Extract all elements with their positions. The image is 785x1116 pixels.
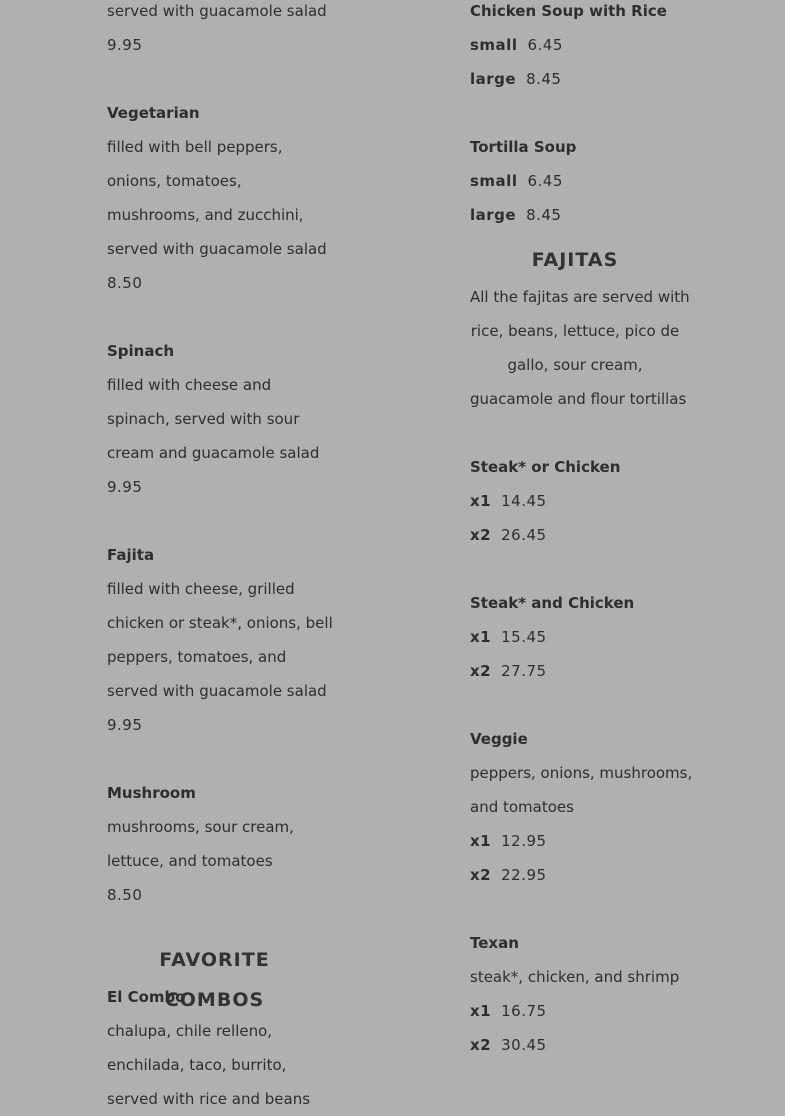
- desc-line: filled with bell peppers,: [107, 138, 283, 156]
- item-price: 8.50: [107, 274, 143, 292]
- desc-line: filled with cheese and: [107, 376, 272, 394]
- item-description: [107, 368, 322, 470]
- size-price: 16.75: [501, 1002, 547, 1020]
- item-description: [470, 960, 680, 994]
- size-price-row: [470, 28, 680, 62]
- item-name: El Combo: [107, 988, 186, 1006]
- item-name: Veggie: [470, 730, 528, 748]
- menu-item-texan: [470, 926, 680, 1062]
- size-label: x1: [470, 1002, 492, 1020]
- menu-item-steak-and-chicken: [470, 586, 680, 688]
- desc-line: chalupa, chile relleno,: [107, 1022, 273, 1040]
- menu-item-fajita: [107, 538, 333, 742]
- item-description: [107, 130, 327, 266]
- item-price: 9.95: [107, 478, 143, 496]
- item-name: Vegetarian: [107, 104, 200, 122]
- desc-line: served with guacamole salad: [107, 2, 327, 20]
- desc-line: All the fajitas are served with: [470, 288, 690, 306]
- size-label: x2: [470, 526, 492, 544]
- size-label: large: [470, 206, 517, 224]
- size-price-row: [470, 994, 680, 1028]
- size-price: 15.45: [501, 628, 547, 646]
- size-price-row: [470, 198, 680, 232]
- desc-line: cream and guacamole salad: [107, 444, 320, 462]
- menu-item-tortilla-soup: [470, 130, 680, 232]
- desc-line: served with rice and beans: [107, 1090, 311, 1108]
- item-name: Steak* or Chicken: [470, 458, 621, 476]
- size-price: 8.45: [526, 206, 562, 224]
- item-name: Steak* and Chicken: [470, 594, 635, 612]
- menu-item-spinach: [107, 334, 322, 504]
- item-description: [470, 756, 693, 824]
- size-price-row: [470, 824, 680, 858]
- desc-line: mushrooms, and zucchini,: [107, 206, 304, 224]
- item-price: 9.95: [107, 716, 143, 734]
- desc-line: served with guacamole salad: [107, 240, 327, 258]
- size-label: large: [470, 70, 517, 88]
- size-label: x1: [470, 832, 492, 850]
- item-price: 8.50: [107, 886, 143, 904]
- size-price: 12.95: [501, 832, 547, 850]
- desc-line: gallo, sour cream,: [507, 356, 643, 374]
- menu-item-chicken-soup: [470, 0, 680, 96]
- size-price: 30.45: [501, 1036, 547, 1054]
- size-price-row: [470, 1028, 680, 1062]
- menu-item-vegetarian: [107, 96, 327, 300]
- size-price-row: [470, 654, 680, 688]
- size-price: 6.45: [527, 172, 563, 190]
- desc-line: steak*, chicken, and shrimp: [470, 968, 680, 986]
- item-description: [107, 0, 327, 28]
- menu-item-mushroom: [107, 776, 322, 912]
- item-name: Tortilla Soup: [470, 138, 577, 156]
- desc-line: spinach, served with sour: [107, 410, 300, 428]
- size-label: x2: [470, 866, 492, 884]
- desc-line: chicken or steak*, onions, bell: [107, 614, 333, 632]
- right-menu-column: [470, 0, 693, 1062]
- desc-line: served with guacamole salad: [107, 682, 327, 700]
- desc-line: guacamole and flour tortillas: [470, 390, 687, 408]
- desc-line: and tomatoes: [470, 798, 574, 816]
- section-title-favorite-combos: FAVORITE COMBOS: [159, 949, 270, 1011]
- size-price-row: [470, 62, 680, 96]
- size-price: 14.45: [501, 492, 547, 510]
- desc-line: filled with cheese, grilled: [107, 580, 295, 598]
- fajitas-intro: [470, 280, 690, 416]
- desc-line: onions, tomatoes,: [107, 172, 242, 190]
- size-price: 27.75: [501, 662, 547, 680]
- size-label: x1: [470, 628, 492, 646]
- size-price-row: [470, 858, 680, 892]
- size-price-row: [470, 620, 680, 654]
- desc-line: peppers, onions, mushrooms,: [470, 764, 693, 782]
- size-price-row: [470, 518, 680, 552]
- item-price: 9.95: [107, 36, 143, 54]
- section-title-fajitas: FAJITAS: [531, 249, 619, 271]
- size-price: 26.45: [501, 526, 547, 544]
- item-name: Fajita: [107, 546, 155, 564]
- size-label: small: [470, 36, 518, 54]
- menu-item-veggie: [470, 722, 693, 892]
- desc-line: lettuce, and tomatoes: [107, 852, 273, 870]
- desc-line: peppers, tomatoes, and: [107, 648, 287, 666]
- size-label: small: [470, 172, 518, 190]
- size-price-row: [470, 164, 680, 198]
- menu-item-steak-or-chicken: [470, 450, 680, 552]
- item-description: [107, 572, 333, 708]
- item-description: [107, 810, 322, 878]
- item-name: Spinach: [107, 342, 175, 360]
- item-name: Mushroom: [107, 784, 196, 802]
- size-price: 6.45: [527, 36, 563, 54]
- size-label: x1: [470, 492, 492, 510]
- size-label: x2: [470, 662, 492, 680]
- item-name: Texan: [470, 934, 519, 952]
- desc-line: mushrooms, sour cream,: [107, 818, 294, 836]
- size-label: x2: [470, 1036, 492, 1054]
- desc-line: rice, beans, lettuce, pico de: [470, 322, 680, 340]
- item-name: Chicken Soup with Rice: [470, 2, 667, 20]
- size-price: 8.45: [526, 70, 562, 88]
- size-price-row: [470, 484, 680, 518]
- left-menu-column: [107, 0, 333, 1116]
- desc-line: enchilada, taco, burrito,: [107, 1056, 287, 1074]
- size-price: 22.95: [501, 866, 547, 884]
